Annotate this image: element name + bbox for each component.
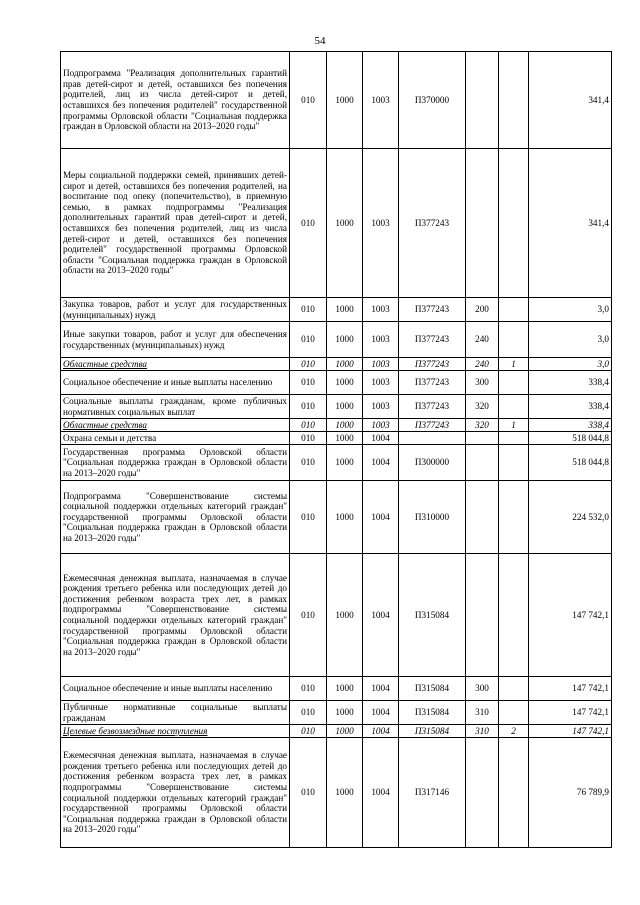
table-row [61,725,612,738]
funding-source-code [499,677,529,701]
expense-type-code [466,481,499,554]
target-article-code: П377243 [399,358,466,371]
admin-code: 010 [290,481,327,554]
target-article-code: П315084 [399,725,466,738]
target-article-code [399,432,466,445]
admin-code: 010 [290,149,327,298]
expense-type-code [466,554,499,677]
row-name: Социальное обеспечение и иные выплаты населению [61,677,290,701]
table-row [61,432,612,445]
page-number: 54 [314,35,326,47]
table-row [61,554,612,677]
funding-source-code [499,52,529,149]
section-code: 1000 [327,554,363,677]
section-code: 1000 [327,725,363,738]
row-name: Социальное обеспечение и иные выплаты населению [61,371,290,395]
target-article-code: П377243 [399,395,466,419]
table-row [61,52,612,149]
target-article-code: П377243 [399,149,466,298]
expense-type-code [466,445,499,481]
funding-source-code [499,395,529,419]
subsection-code: 1003 [363,149,399,298]
row-name: Государственная программа Орловской области "Социальная поддержка граждан в Орловской области на 2013–2020 годы" [61,445,290,481]
admin-code: 010 [290,419,327,432]
table-row [61,419,612,432]
row-name: Областные средства [61,419,290,432]
expense-type-code [466,738,499,848]
amount: 147 742,1 [529,701,612,725]
amount: 76 789,9 [529,738,612,848]
funding-source-code [499,445,529,481]
table-row [61,481,612,554]
amount: 338,4 [529,419,612,432]
amount: 147 742,1 [529,554,612,677]
admin-code: 010 [290,395,327,419]
amount: 147 742,1 [529,725,612,738]
subsection-code: 1003 [363,322,399,358]
target-article-code: П377243 [399,322,466,358]
amount: 518 044,8 [529,432,612,445]
funding-source-code: 1 [499,419,529,432]
target-article-code: П377243 [399,298,466,322]
expense-type-code: 310 [466,701,499,725]
section-code: 1000 [327,298,363,322]
budget-table [60,51,612,848]
subsection-code: 1004 [363,481,399,554]
target-article-code: П310000 [399,481,466,554]
amount: 338,4 [529,395,612,419]
row-name: Подпрограмма "Реализация дополнительных гарантий прав детей-сирот и детей, оставшихся без попечения родителей, лиц из числа детей-сирот и детей, оставшихся без попечения родителей" государственной программы Орловской области "Социальная поддержка граждан в Орловской области на 2013–2020 годы" [61,52,290,149]
funding-source-code [499,322,529,358]
expense-type-code: 300 [466,371,499,395]
expense-type-code [466,52,499,149]
admin-code: 010 [290,677,327,701]
table-row [61,445,612,481]
section-code: 1000 [327,445,363,481]
row-name: Меры социальной поддержки семей, принявших детей-сирот и детей, оставшихся без попечения родителей, на воспитание под опеку (попечительство), в приемную семью, в рамках подпрограммы "Реализация дополнительных гарантий прав детей-сирот и детей, оставшихся без попечения родителей, лиц из числа детей-сирот и детей, оставшихся без попечения родителей" государственной программы Орловской области "Социальная поддержка граждан в Орловской области на 2013–2020 годы" [61,149,290,298]
subsection-code: 1004 [363,677,399,701]
funding-source-code [499,298,529,322]
subsection-code: 1003 [363,52,399,149]
expense-type-code: 320 [466,395,499,419]
section-code: 1000 [327,419,363,432]
funding-source-code [499,481,529,554]
row-name: Областные средства [61,358,290,371]
target-article-code: П370000 [399,52,466,149]
section-code: 1000 [327,395,363,419]
table-row [61,322,612,358]
funding-source-code [499,738,529,848]
admin-code: 010 [290,738,327,848]
admin-code: 010 [290,298,327,322]
row-name: Иные закупки товаров, работ и услуг для обеспечения государственных (муниципальных) нужд [61,322,290,358]
expense-type-code: 320 [466,419,499,432]
admin-code: 010 [290,432,327,445]
target-article-code: П315084 [399,701,466,725]
amount: 3,0 [529,298,612,322]
row-name: Социальные выплаты гражданам, кроме публичных нормативных социальных выплат [61,395,290,419]
amount: 147 742,1 [529,677,612,701]
section-code: 1000 [327,432,363,445]
admin-code: 010 [290,371,327,395]
row-name: Публичные нормативные социальные выплаты гражданам [61,701,290,725]
admin-code: 010 [290,358,327,371]
expense-type-code: 300 [466,677,499,701]
subsection-code: 1004 [363,554,399,677]
table-row [61,371,612,395]
expense-type-code [466,149,499,298]
row-name: Ежемесячная денежная выплата, назначаемая в случае рождения третьего ребенка или последующих детей до достижения ребенком возраста трех лет, в рамках подпрограммы "Совершенствование системы социальной поддержки отдельных категорий граждан" государственной программы Орловской области "Социальная поддержка граждан в Орловской области на 2013–2020 годы" [61,738,290,848]
subsection-code: 1003 [363,419,399,432]
table-row [61,358,612,371]
admin-code: 010 [290,322,327,358]
funding-source-code [499,701,529,725]
amount: 3,0 [529,322,612,358]
target-article-code: П315084 [399,677,466,701]
admin-code: 010 [290,554,327,677]
section-code: 1000 [327,322,363,358]
funding-source-code: 2 [499,725,529,738]
funding-source-code [499,432,529,445]
subsection-code: 1003 [363,395,399,419]
expense-type-code: 240 [466,358,499,371]
subsection-code: 1004 [363,725,399,738]
expense-type-code: 310 [466,725,499,738]
subsection-code: 1003 [363,358,399,371]
section-code: 1000 [327,738,363,848]
subsection-code: 1004 [363,701,399,725]
amount: 341,4 [529,52,612,149]
funding-source-code: 1 [499,358,529,371]
target-article-code: П377243 [399,371,466,395]
section-code: 1000 [327,371,363,395]
funding-source-code [499,554,529,677]
table-row [61,677,612,701]
expense-type-code: 240 [466,322,499,358]
target-article-code: П300000 [399,445,466,481]
subsection-code: 1004 [363,445,399,481]
admin-code: 010 [290,52,327,149]
section-code: 1000 [327,52,363,149]
target-article-code: П315084 [399,554,466,677]
funding-source-code [499,371,529,395]
target-article-code: П377243 [399,419,466,432]
subsection-code: 1004 [363,738,399,848]
amount: 518 044,8 [529,445,612,481]
row-name: Закупка товаров, работ и услуг для государственных (муниципальных) нужд [61,298,290,322]
budget-table-body [61,52,612,848]
target-article-code: П317146 [399,738,466,848]
admin-code: 010 [290,445,327,481]
funding-source-code [499,149,529,298]
section-code: 1000 [327,677,363,701]
table-row [61,701,612,725]
section-code: 1000 [327,481,363,554]
row-name: Охрана семьи и детства [61,432,290,445]
row-name: Подпрограмма "Совершенствование системы социальной поддержки отдельных категорий граждан" государственной программы Орловской области "Социальная поддержка граждан в Орловской области на 2013–2020 годы" [61,481,290,554]
table-row [61,298,612,322]
subsection-code: 1003 [363,298,399,322]
table-row [61,395,612,419]
admin-code: 010 [290,725,327,738]
subsection-code: 1004 [363,432,399,445]
row-name: Ежемесячная денежная выплата, назначаемая в случае рождения третьего ребенка или последующих детей до достижения ребенком возраста трех лет, в рамках подпрограммы "Совершенствование системы социальной поддержки отдельных категорий граждан" государственной программы Орловской области "Социальная поддержка граждан в Орловской области на 2013–2020 годы" [61,554,290,677]
expense-type-code: 200 [466,298,499,322]
table-row [61,738,612,848]
row-name: Целевые безвозмездные поступления [61,725,290,738]
table-row [61,149,612,298]
admin-code: 010 [290,701,327,725]
amount: 3,0 [529,358,612,371]
amount: 341,4 [529,149,612,298]
section-code: 1000 [327,701,363,725]
subsection-code: 1003 [363,371,399,395]
section-code: 1000 [327,149,363,298]
expense-type-code [466,432,499,445]
amount: 338,4 [529,371,612,395]
section-code: 1000 [327,358,363,371]
amount: 224 532,0 [529,481,612,554]
